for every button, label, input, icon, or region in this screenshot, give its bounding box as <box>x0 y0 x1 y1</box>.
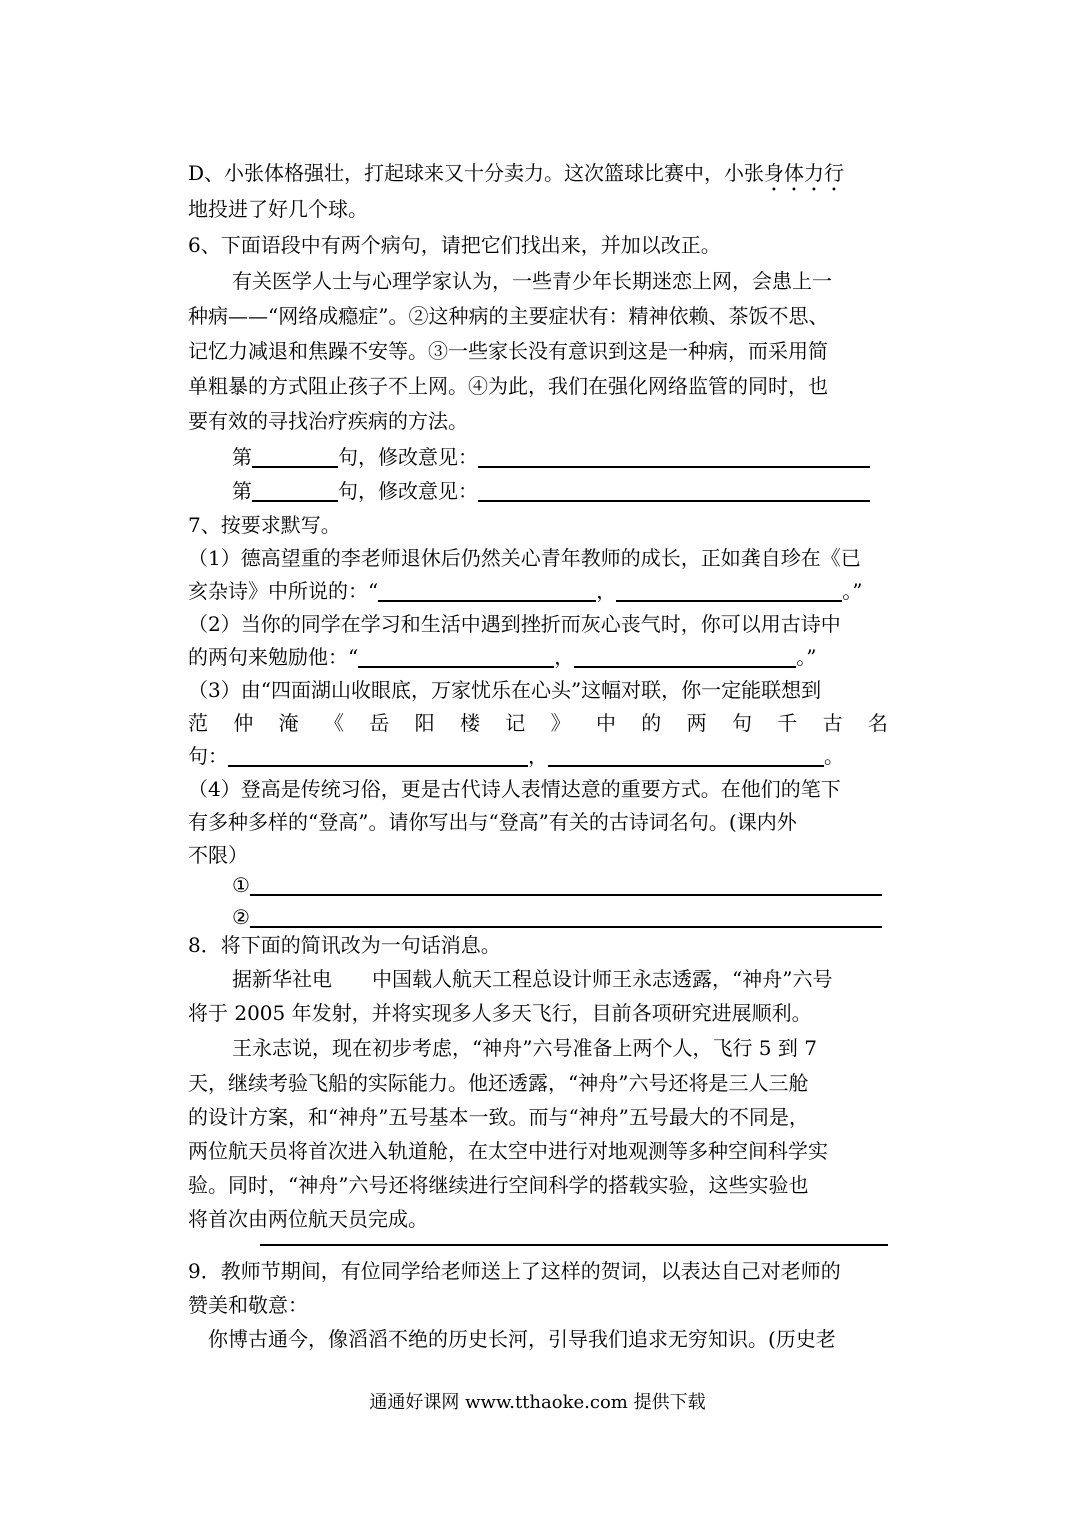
q7-s4-line3: 不限） <box>188 843 248 867</box>
char: 千 <box>777 711 798 735</box>
q7-s1-line1: （1）德高望重的李老师退休后仍然关心青年教师的成长，正如龚自珍在《已 <box>188 546 861 570</box>
char: 古 <box>822 711 843 735</box>
q7-s3-line1: （3）由“四面湖山收眼底，万家忧乐在心头”这幅对联，你一定能联想到 <box>188 678 822 702</box>
q8-paragraph-line: 将首次由两位航天员完成。 <box>188 1207 428 1231</box>
q8-paragraph-line: 两位航天员将首次进入轨道舱，在太空中进行对地观测等多种空间科学实 <box>188 1139 828 1163</box>
q5-d-prefix: D、小张体格强壮，打起球来又十分卖力。这次篮球比赛中，小张 <box>188 161 765 185</box>
poem-blank[interactable] <box>548 743 824 767</box>
poem-blank[interactable] <box>616 578 842 602</box>
char: 《 <box>323 711 344 735</box>
end-quote: 。” <box>842 579 863 603</box>
poem-blank[interactable] <box>358 644 554 668</box>
q6-paragraph-line: 种病——“网络成瘾症”。②这种病的主要症状有：精神依赖、茶饭不思、 <box>188 304 829 328</box>
q7-s2-line2 <box>188 640 888 674</box>
answer-blank[interactable] <box>250 904 882 928</box>
fill-middle: 句，修改意见： <box>338 479 478 503</box>
q6-fill-row-2 <box>232 474 888 508</box>
char: 记 <box>505 711 526 735</box>
end-quote: 。” <box>796 645 817 669</box>
q7-title: 7、按要求默写。 <box>188 513 341 537</box>
q9-line3: 你博古通今，像滔滔不绝的历史长河，引导我们追求无穷知识。(历史老 <box>208 1327 836 1351</box>
char: 句 <box>731 711 752 735</box>
q5-option-d-line2: 地投进了好几个球。 <box>188 197 368 221</box>
q8-paragraph-line: 王永志说，现在初步考虑，“神舟”六号准备上两个人，飞行 5 到 7 <box>232 1036 817 1060</box>
q7-s4-answer-row-1 <box>232 868 888 902</box>
char: 楼 <box>459 711 480 735</box>
q9-line2: 赞美和敬意： <box>188 1293 308 1317</box>
q8-paragraph-line: 天，继续考验飞船的实际能力。他还透露，“神舟”六号还将是三人三舱 <box>188 1071 809 1095</box>
q7-s1-line2 <box>188 574 888 608</box>
revision-blank[interactable] <box>478 478 870 502</box>
q6-paragraph-line: 记忆力减退和焦躁不安等。③一些家长没有意识到这是一种病，而采用简 <box>188 339 828 363</box>
q6-title: 6、下面语段中有两个病句，请把它们找出来，并加以改正。 <box>188 233 721 257</box>
q5-d-dotted-idiom: 身体力行 <box>764 161 845 185</box>
revision-blank[interactable] <box>478 444 870 468</box>
q8-paragraph-line: 据新华社电 中国载人航天工程总设计师王永志透露，“神舟”六号 <box>232 967 833 991</box>
q8-paragraph-line: 的设计方案，和“神舟”五号基本一致。而与“神舟”五号最大的不同是， <box>188 1105 809 1129</box>
q7-s4-line2: 有多种多样的“登高”。请你写出与“登高”有关的古诗词名句。(课内外 <box>188 810 797 834</box>
char: 阳 <box>414 711 435 735</box>
char: 名 <box>867 711 888 735</box>
q5-option-d-line1 <box>188 156 888 196</box>
poem-blank[interactable] <box>574 644 796 668</box>
char: 淹 <box>278 711 299 735</box>
poem-blank[interactable] <box>228 743 528 767</box>
char: 范 <box>188 711 208 735</box>
q8-title: 8．将下面的简讯改为一句话消息。 <box>188 933 501 957</box>
q6-fill-row-1 <box>232 440 888 474</box>
q7-s4-line1: （4）登高是传统习俗，更是古代诗人表情达意的重要方式。在他们的笔下 <box>188 777 841 801</box>
q8-paragraph-line: 将于 2005 年发射，并将实现多人多天飞行，目前各项研究进展顺利。 <box>188 1001 812 1025</box>
q6-paragraph-line: 要有效的寻找治疗疾病的方法。 <box>188 409 468 433</box>
q7-s3-prefix: 句： <box>188 744 228 768</box>
q9-line1: 9．教师节期间，有位同学给老师送上了这样的贺词，以表达自己对老师的 <box>188 1259 841 1283</box>
char: 中 <box>595 711 616 735</box>
period: 。 <box>824 744 844 768</box>
q7-s3-line2 <box>188 706 888 740</box>
page-footer: 通通好课网 www.tthaoke.com 提供下载 <box>369 1392 706 1413</box>
q7-s2-prefix: 的两句来勉励他：“ <box>188 645 359 669</box>
comma: ， <box>554 645 575 669</box>
sentence-number-blank[interactable] <box>252 478 338 502</box>
circled-two: ② <box>232 905 250 929</box>
fill-prefix: 第 <box>232 445 252 469</box>
q8-paragraph-line: 验。同时，“神舟”六号还将继续进行空间科学的搭载实验，这些实验也 <box>188 1173 809 1197</box>
circled-one: ① <box>232 873 250 897</box>
sentence-number-blank[interactable] <box>252 444 338 468</box>
comma: ， <box>528 744 548 768</box>
char: 两 <box>686 711 707 735</box>
q6-paragraph-line: 有关医学人士与心理学家认为，一些青少年长期迷恋上网，会患上一 <box>232 269 832 293</box>
char: 岳 <box>369 711 390 735</box>
char: 的 <box>641 711 662 735</box>
char: 仲 <box>233 711 254 735</box>
q8-answer-blank[interactable] <box>260 1244 888 1246</box>
poem-blank[interactable] <box>378 578 596 602</box>
fill-middle: 句，修改意见： <box>338 445 478 469</box>
q7-s3-line3 <box>188 739 888 773</box>
char: 》 <box>550 711 571 735</box>
answer-blank[interactable] <box>250 872 882 896</box>
q7-s1-prefix: 亥杂诗》中所说的：“ <box>188 579 379 603</box>
q6-paragraph-line: 单粗暴的方式阻止孩子不上网。④为此，我们在强化网络监管的同时，也 <box>188 374 828 398</box>
comma: ， <box>596 579 617 603</box>
fill-prefix: 第 <box>232 479 252 503</box>
q7-s2-line1: （2）当你的同学在学习和生活中遇到挫折而灰心丧气时，你可以用古诗中 <box>188 612 841 636</box>
